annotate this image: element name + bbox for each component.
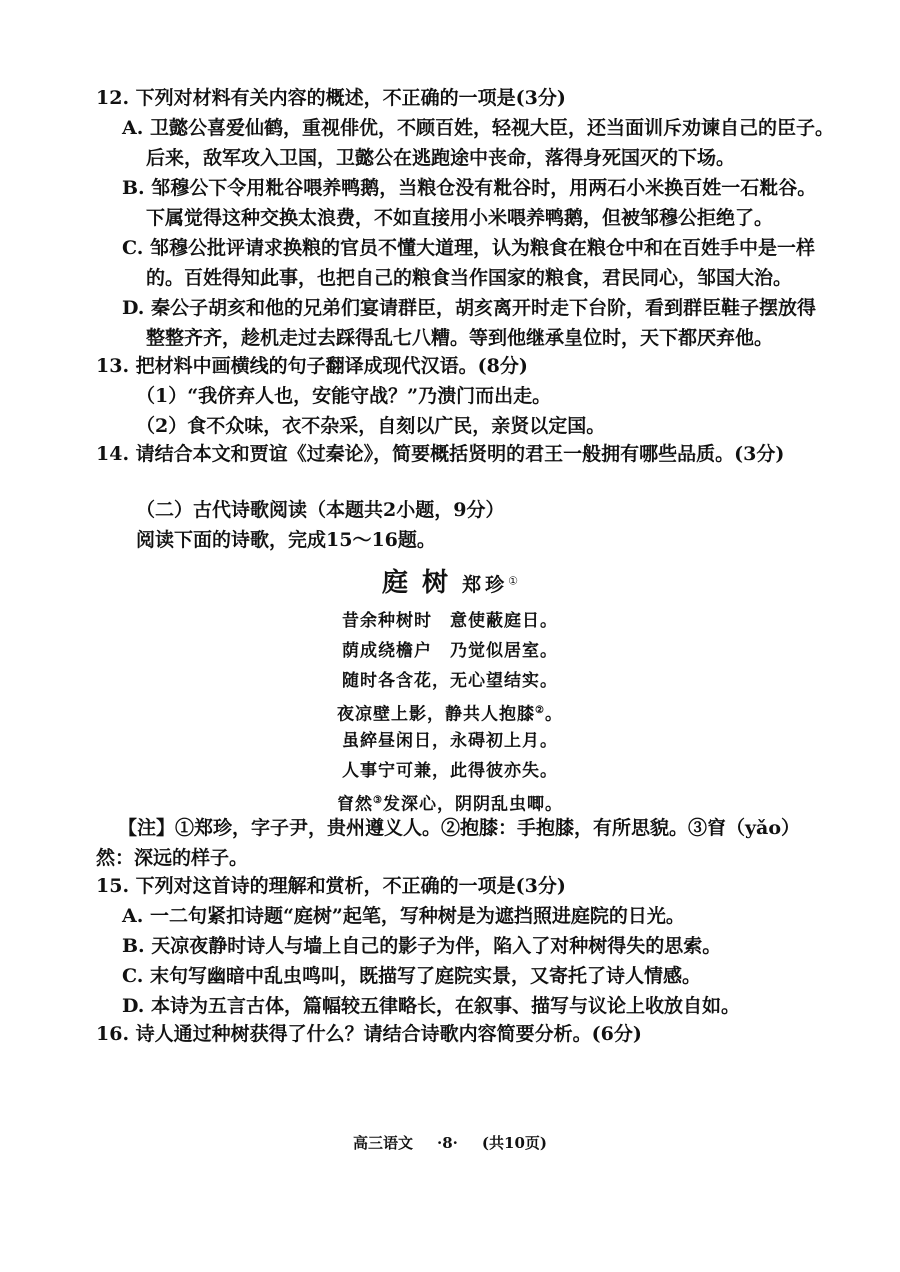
poem-line-7-start: 窅然	[337, 794, 374, 815]
poem-line-7	[0, 790, 900, 816]
question-16-stem: 16. 诗人通过种树获得了什么？请结合诗歌内容简要分析。(6分)	[96, 1023, 642, 1045]
poem-line-6: 人事宁可兼，此得彼亦失。	[342, 761, 558, 781]
q12-option-a-line1: A. 卫懿公喜爱仙鹤，重视俳优，不顾百姓，轻视大臣，还当面训斥劝谏自己的臣子。	[122, 117, 834, 139]
poem-notes-line2: 然：深远的样子。	[96, 847, 249, 869]
question-13-stem: 13. 把材料中画横线的句子翻译成现代汉语。(8分)	[96, 355, 528, 377]
section-2-intro: 阅读下面的诗歌，完成15～16题。	[136, 529, 436, 551]
footer-page-number: ·8·	[437, 1134, 458, 1152]
question-15-stem: 15. 下列对这首诗的理解和赏析，不正确的一项是(3分)	[96, 875, 566, 897]
q15-option-d: D. 本诗为五言古体，篇幅较五律略长，在叙事、描写与议论上收放自如。	[122, 995, 741, 1017]
q12-option-c-line1: C. 邹穆公批评请求换粮的官员不懂大道理，认为粮食在粮仓中和在百姓手中是一样	[122, 237, 816, 259]
poem-line-7-end: 发深心，阴阴乱虫唧。	[382, 794, 563, 815]
question-12-stem: 12. 下列对材料有关内容的概述，不正确的一项是(3分)	[96, 87, 566, 109]
footer-subject: 高三语文	[353, 1134, 414, 1152]
footer-total-pages: (共10页)	[481, 1134, 547, 1152]
poem-line-4: 夜凉壁上影，静共人抱膝②。	[337, 704, 563, 725]
question-14-stem: 14. 请结合本文和贾谊《过秦论》，简要概括贤明的君王一般拥有哪些品质。(3分)	[96, 443, 785, 465]
q12-option-c-line2: 的。百姓得知此事，也把自己的粮食当作国家的粮食，君民同心，邹国大治。	[146, 267, 793, 289]
poem-line-5: 虽綷昼闲日，永碍初上月。	[342, 731, 558, 751]
q13-sentence-2: （2）食不众味，衣不杂采，自刻以广民，亲贤以定国。	[136, 415, 606, 437]
q15-option-b: B. 天凉夜静时诗人与墙上自己的影子为伴，陷入了对种树得失的思索。	[122, 935, 722, 957]
author-note-mark: ①	[508, 574, 518, 588]
poem-line-4-text: 夜凉壁上影，静共人抱膝	[337, 704, 536, 725]
poem-title-block	[0, 562, 900, 599]
q12-option-b-line2: 下属觉得这种交换太浪费，不如直接用小米喂养鸭鹅，但被邹穆公拒绝了。	[146, 207, 774, 229]
q12-option-d-line2: 整整齐齐，趁机走过去踩得乱七八糟。等到他继承皇位时，天下都厌弃他。	[146, 327, 774, 349]
q13-sentence-1: （1）“我侪弃人也，安能守战？”乃溃门而出走。	[136, 385, 552, 407]
q12-option-b-line1: B. 邹穆公下令用粃谷喂养鸭鹅，当粮仓没有粃谷时，用两石小米换百姓一石粃谷。	[122, 177, 817, 199]
poem-note-mark-2: ②	[535, 705, 545, 716]
poem-notes-line1: 【注】①郑珍，字子尹，贵州遵义人。②抱膝：手抱膝，有所思貌。③窅（yǎo）	[118, 817, 801, 839]
section-2-heading: （二）古代诗歌阅读（本题共2小题，9分）	[136, 499, 505, 521]
page-footer	[0, 1132, 900, 1153]
poem-line-2: 荫成绕檐户 乃觉似居室。	[342, 641, 558, 661]
poem-author: 郑珍	[462, 574, 509, 596]
q12-option-a-line2: 后来，敌军攻入卫国，卫懿公在逃跑途中丧命，落得身死国灭的下场。	[146, 147, 736, 169]
q12-option-d-line1: D. 秦公子胡亥和他的兄弟们宴请群臣，胡亥离开时走下台阶，看到群臣鞋子摆放得	[122, 297, 817, 319]
poem-note-mark-3: ③	[373, 795, 383, 806]
q15-option-a: A. 一二句紧扣诗题“庭树”起笔，写种树是为遮挡照进庭院的日光。	[122, 905, 685, 927]
q15-option-c: C. 末句写幽暗中乱虫鸣叫，既描写了庭院实景，又寄托了诗人情感。	[122, 965, 702, 987]
poem-line-3: 随时各含花，无心望结实。	[342, 671, 558, 691]
poem-title: 庭树	[382, 568, 463, 598]
poem-line-1: 昔余种树时 意使蔽庭日。	[342, 611, 558, 631]
